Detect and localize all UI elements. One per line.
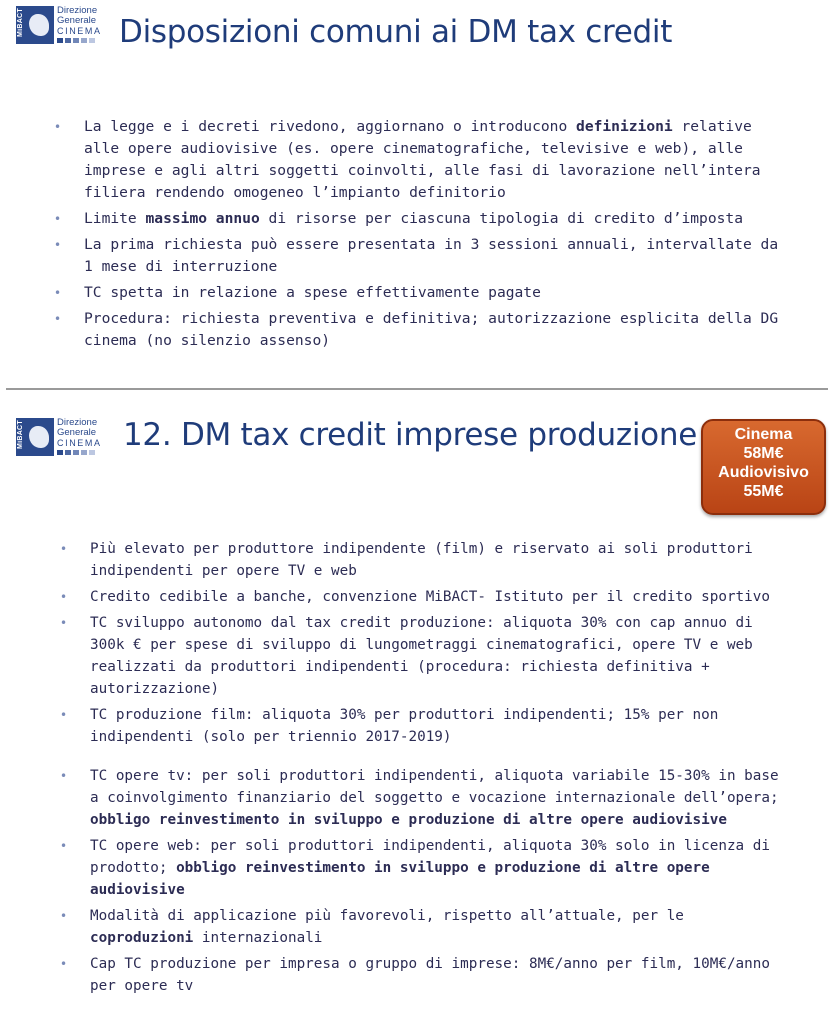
bullet-icon: • — [60, 616, 68, 630]
slide-disposizioni-comuni — [0, 0, 839, 385]
list-item: • La prima richiesta può essere presentata in 3 sessioni annuali, intervallate da 1 mese di interruzione — [54, 236, 779, 275]
list-item: • TC opere web: per soli produttori indipendenti, aliquota 30% solo in licenza di prodotto; obbligo reinvestimento in sviluppo e produzione di altre opere audiovisive — [90, 835, 790, 901]
mibact-logo — [16, 6, 102, 44]
logo-line-1: Direzione — [57, 417, 98, 428]
logo-vertical-text: MiBACT — [17, 8, 24, 38]
bullet-list — [54, 116, 784, 356]
bullet-icon: • — [54, 238, 62, 252]
bullet-icon: • — [60, 909, 68, 923]
bullet-icon: • — [60, 769, 68, 783]
logo-vertical-text: MiBACT — [17, 420, 24, 450]
bullet-icon: • — [60, 590, 68, 604]
logo-line-2: Generale — [57, 15, 97, 26]
slide-dm-tax-credit-produzione — [0, 392, 839, 1021]
list-item: • Modalità di applicazione più favorevoli, rispetto all’attuale, per le coproduzioni internazionali — [90, 905, 790, 949]
badge-line-audiovisivo: Audiovisivo — [718, 464, 809, 481]
page-title: 12. DM tax credit imprese produzione — [123, 417, 697, 453]
list-item: • Credito cedibile a banche, convenzione MiBACT- Istituto per il credito sportivo — [90, 586, 790, 608]
list-item: • Procedura: richiesta preventiva e definitiva; autorizzazione esplicita della DG cinema (no silenzio assenso) — [54, 310, 779, 349]
bullet-icon: • — [54, 286, 62, 300]
bullet-icon: • — [54, 120, 62, 134]
bullet-icon: • — [54, 312, 62, 326]
page-title: Disposizioni comuni ai DM tax credit — [119, 14, 673, 50]
slide-divider — [6, 388, 828, 390]
bullet-icon: • — [60, 708, 68, 722]
logo-squares — [57, 450, 102, 455]
logo-line-2: Generale — [57, 427, 97, 438]
list-item: • La legge e i decreti rivedono, aggiornano o introducono definizioni relative alle opere audiovisive (es. opere cinematografiche, televisive e web), alle imprese e agli altri soggetti coinvolti, alle fasi di lavorazione nell’intera filiera rendendo omogeneo l’impianto definitorio — [54, 118, 761, 201]
badge-line-cinema: Cinema — [734, 426, 793, 443]
list-item: • TC produzione film: aliquota 30% per produttori indipendenti; 15% per non indipendenti (solo per triennio 2017-2019) — [90, 704, 790, 748]
logo-line-3: CINEMA — [57, 438, 102, 448]
badge-amount-audiovisivo: 55M€ — [743, 483, 784, 500]
mibact-emblem-icon — [16, 418, 54, 456]
logo-squares — [57, 38, 102, 43]
logo-line-3: CINEMA — [57, 26, 102, 36]
budget-badge — [701, 419, 826, 515]
list-item: • Cap TC produzione per impresa o gruppo di imprese: 8M€/anno per film, 10M€/anno per opere tv — [90, 953, 790, 997]
badge-amount-cinema: 58M€ — [743, 445, 784, 462]
mibact-emblem-icon — [16, 6, 54, 44]
mibact-logo — [16, 418, 102, 456]
bullet-icon: • — [60, 542, 68, 556]
list-item: • TC opere tv: per soli produttori indipendenti, aliquota variabile 15-30% in base a coinvolgimento finanziario del soggetto e vocazione internazionale dell’opera; obbligo reinvestimento in sviluppo e produzione di altre opere audiovisive — [90, 765, 790, 831]
list-item: • Più elevato per produttore indipendente (film) e riservato ai soli produttori indipendenti per opere TV e web — [90, 538, 790, 582]
list-item: • TC spetta in relazione a spese effettivamente pagate — [84, 282, 784, 304]
list-item: • Limite massimo annuo di risorse per ciascuna tipologia di credito d’imposta — [84, 208, 784, 230]
bullet-icon: • — [60, 839, 68, 853]
list-item: • TC sviluppo autonomo dal tax credit produzione: aliquota 30% con cap annuo di 300k € per spese di sviluppo di lungometraggi cinematografici, opere TV e web realizzati da produttori indipendenti (procedura: richiesta definitiva + autorizzazione) — [90, 612, 790, 700]
bullet-icon: • — [54, 212, 62, 226]
bullet-list — [60, 538, 790, 1001]
bullet-icon: • — [60, 957, 68, 971]
logo-line-1: Direzione — [57, 5, 98, 16]
